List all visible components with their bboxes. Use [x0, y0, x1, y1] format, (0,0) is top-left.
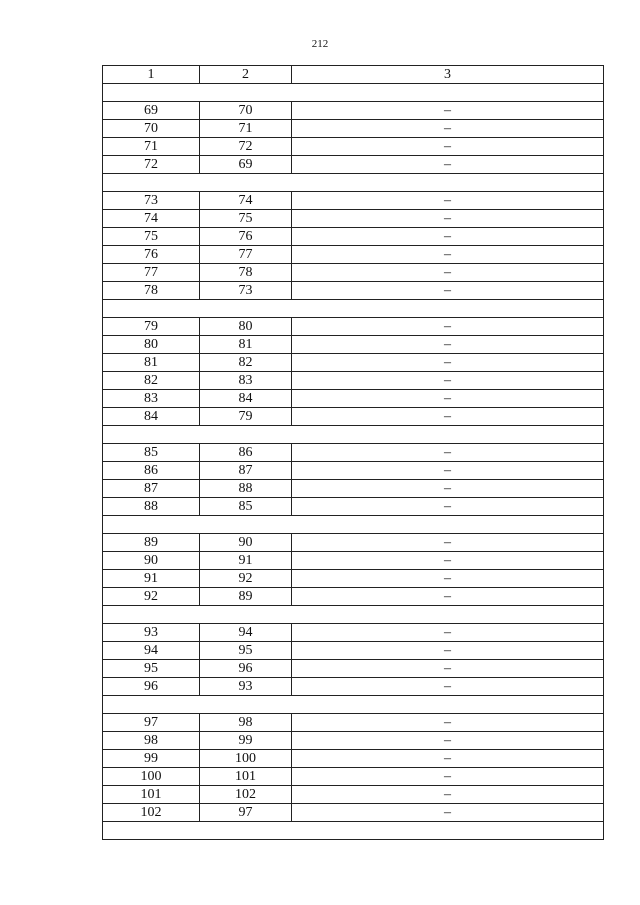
table-cell-col-1: 100 — [103, 768, 200, 786]
table-cell-col-1: 71 — [103, 138, 200, 156]
table-cell-col-1: 94 — [103, 642, 200, 660]
table-cell-col-1: 77 — [103, 264, 200, 282]
data-table — [102, 65, 604, 840]
table-cell-col-3: – — [292, 228, 604, 246]
table-cell-col-1: 102 — [103, 804, 200, 822]
table-cell-col-3: – — [292, 732, 604, 750]
table-cell-col-2: 80 — [200, 318, 292, 336]
table-cell-col-1: 79 — [103, 318, 200, 336]
table-row — [103, 444, 604, 462]
table-cell-col-1: 96 — [103, 678, 200, 696]
separator-row — [103, 822, 604, 840]
table-cell-col-3: – — [292, 372, 604, 390]
table-cell-col-1: 84 — [103, 408, 200, 426]
separator-cell — [103, 426, 604, 444]
table-cell-col-2: 100 — [200, 750, 292, 768]
table-cell-col-3: – — [292, 552, 604, 570]
separator-cell — [103, 822, 604, 840]
table-cell-col-2: 85 — [200, 498, 292, 516]
table-cell-col-3: – — [292, 264, 604, 282]
table-row — [103, 192, 604, 210]
table-cell-col-1: 75 — [103, 228, 200, 246]
table-cell-col-2: 69 — [200, 156, 292, 174]
table-row — [103, 642, 604, 660]
table-cell-col-3: – — [292, 462, 604, 480]
table-cell-col-2: 93 — [200, 678, 292, 696]
table-row — [103, 480, 604, 498]
separator-row — [103, 426, 604, 444]
table-row — [103, 768, 604, 786]
header-row — [103, 66, 604, 84]
table-cell-col-2: 75 — [200, 210, 292, 228]
table-row — [103, 408, 604, 426]
table-cell-col-3: – — [292, 750, 604, 768]
table-cell-col-2: 84 — [200, 390, 292, 408]
table-cell-col-3: – — [292, 570, 604, 588]
table-cell-col-2: 73 — [200, 282, 292, 300]
table-cell-col-3: – — [292, 390, 604, 408]
header-cell-1: 1 — [103, 66, 200, 84]
table-cell-col-3: – — [292, 480, 604, 498]
table-cell-col-1: 86 — [103, 462, 200, 480]
separator-row — [103, 84, 604, 102]
separator-cell — [103, 606, 604, 624]
table-cell-col-3: – — [292, 156, 604, 174]
table-cell-col-3: – — [292, 102, 604, 120]
table-cell-col-3: – — [292, 408, 604, 426]
table-body — [103, 66, 604, 840]
separator-row — [103, 606, 604, 624]
table-cell-col-1: 89 — [103, 534, 200, 552]
header-cell-3: 3 — [292, 66, 604, 84]
separator-row — [103, 696, 604, 714]
table-cell-col-2: 72 — [200, 138, 292, 156]
table-cell-col-1: 70 — [103, 120, 200, 138]
table-cell-col-2: 102 — [200, 786, 292, 804]
table-row — [103, 336, 604, 354]
separator-cell — [103, 696, 604, 714]
table-cell-col-3: – — [292, 210, 604, 228]
table-cell-col-3: – — [292, 444, 604, 462]
table-cell-col-1: 85 — [103, 444, 200, 462]
table-row — [103, 786, 604, 804]
table-cell-col-3: – — [292, 336, 604, 354]
table-cell-col-1: 91 — [103, 570, 200, 588]
table-cell-col-2: 70 — [200, 102, 292, 120]
table-cell-col-1: 88 — [103, 498, 200, 516]
table-row — [103, 552, 604, 570]
table-cell-col-1: 78 — [103, 282, 200, 300]
table-cell-col-2: 90 — [200, 534, 292, 552]
table-row — [103, 354, 604, 372]
table-row — [103, 390, 604, 408]
table-cell-col-3: – — [292, 246, 604, 264]
table-cell-col-3: – — [292, 660, 604, 678]
table-cell-col-2: 79 — [200, 408, 292, 426]
table-cell-col-3: – — [292, 138, 604, 156]
separator-cell — [103, 516, 604, 534]
table-cell-col-3: – — [292, 498, 604, 516]
table-cell-col-2: 83 — [200, 372, 292, 390]
table-cell-col-2: 86 — [200, 444, 292, 462]
table-cell-col-3: – — [292, 192, 604, 210]
table-cell-col-1: 101 — [103, 786, 200, 804]
table-cell-col-3: – — [292, 282, 604, 300]
separator-row — [103, 174, 604, 192]
table-row — [103, 156, 604, 174]
table-cell-col-2: 99 — [200, 732, 292, 750]
table-row — [103, 228, 604, 246]
table-cell-col-1: 98 — [103, 732, 200, 750]
separator-cell — [103, 174, 604, 192]
table-cell-col-1: 69 — [103, 102, 200, 120]
separator-row — [103, 300, 604, 318]
table-cell-col-1: 82 — [103, 372, 200, 390]
table-row — [103, 246, 604, 264]
table-cell-col-2: 78 — [200, 264, 292, 282]
table-cell-col-2: 76 — [200, 228, 292, 246]
page-number: 212 — [311, 38, 329, 50]
table-cell-col-1: 73 — [103, 192, 200, 210]
table-cell-col-3: – — [292, 318, 604, 336]
table-cell-col-3: – — [292, 354, 604, 372]
table-row — [103, 534, 604, 552]
table-cell-col-2: 95 — [200, 642, 292, 660]
table-cell-col-2: 82 — [200, 354, 292, 372]
table-row — [103, 102, 604, 120]
table-cell-col-2: 96 — [200, 660, 292, 678]
table-cell-col-1: 80 — [103, 336, 200, 354]
table-cell-col-1: 83 — [103, 390, 200, 408]
table-row — [103, 804, 604, 822]
table-row — [103, 210, 604, 228]
table-row — [103, 660, 604, 678]
table-row — [103, 588, 604, 606]
table-cell-col-3: – — [292, 786, 604, 804]
table-row — [103, 732, 604, 750]
table-cell-col-2: 74 — [200, 192, 292, 210]
separator-cell — [103, 300, 604, 318]
table-cell-col-2: 81 — [200, 336, 292, 354]
table-row — [103, 498, 604, 516]
table-cell-col-3: – — [292, 624, 604, 642]
table-cell-col-1: 92 — [103, 588, 200, 606]
table-cell-col-3: – — [292, 714, 604, 732]
table-cell-col-2: 94 — [200, 624, 292, 642]
table-cell-col-3: – — [292, 678, 604, 696]
table-cell-col-1: 81 — [103, 354, 200, 372]
table-cell-col-1: 97 — [103, 714, 200, 732]
table-cell-col-1: 93 — [103, 624, 200, 642]
separator-cell — [103, 84, 604, 102]
table-cell-col-3: – — [292, 120, 604, 138]
table-cell-col-2: 87 — [200, 462, 292, 480]
table-cell-col-1: 90 — [103, 552, 200, 570]
table-cell-col-1: 87 — [103, 480, 200, 498]
table-cell-col-3: – — [292, 534, 604, 552]
table-cell-col-1: 95 — [103, 660, 200, 678]
table-row — [103, 138, 604, 156]
table-row — [103, 462, 604, 480]
table-cell-col-2: 77 — [200, 246, 292, 264]
table-cell-col-2: 71 — [200, 120, 292, 138]
table-row — [103, 714, 604, 732]
table-cell-col-1: 74 — [103, 210, 200, 228]
table-cell-col-2: 92 — [200, 570, 292, 588]
table-cell-col-2: 88 — [200, 480, 292, 498]
table-cell-col-2: 101 — [200, 768, 292, 786]
table-row — [103, 624, 604, 642]
table-cell-col-3: – — [292, 768, 604, 786]
table-cell-col-3: – — [292, 588, 604, 606]
table-cell-col-1: 72 — [103, 156, 200, 174]
table-cell-col-2: 91 — [200, 552, 292, 570]
table-cell-col-3: – — [292, 804, 604, 822]
table-row — [103, 120, 604, 138]
separator-row — [103, 516, 604, 534]
table-cell-col-2: 97 — [200, 804, 292, 822]
table-cell-col-3: – — [292, 642, 604, 660]
header-cell-2: 2 — [200, 66, 292, 84]
table-row — [103, 750, 604, 768]
table-row — [103, 678, 604, 696]
table-cell-col-2: 98 — [200, 714, 292, 732]
table-row — [103, 318, 604, 336]
table-row — [103, 264, 604, 282]
table-row — [103, 570, 604, 588]
table-row — [103, 372, 604, 390]
table-row — [103, 282, 604, 300]
table-cell-col-1: 76 — [103, 246, 200, 264]
table-cell-col-1: 99 — [103, 750, 200, 768]
table-cell-col-2: 89 — [200, 588, 292, 606]
